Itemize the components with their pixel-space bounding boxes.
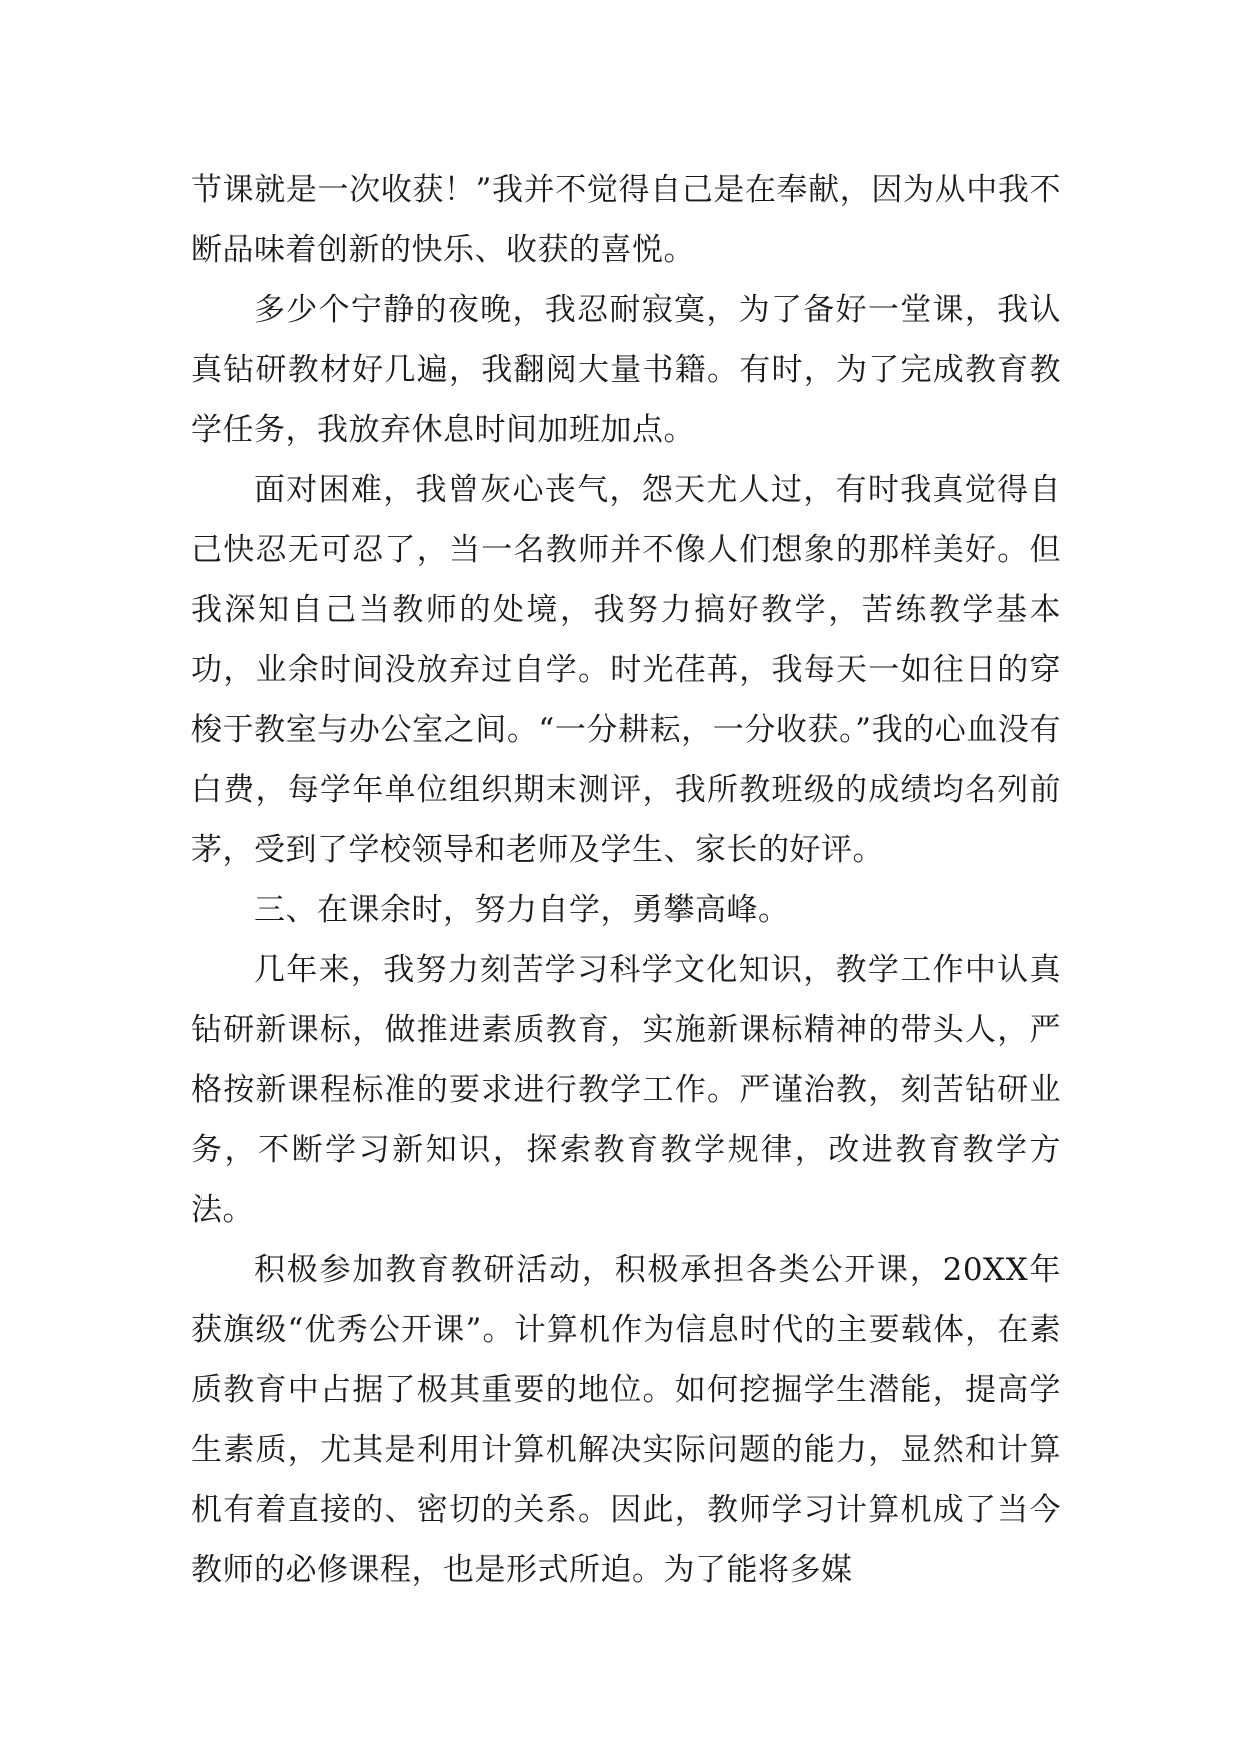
- section-heading-self-study: 三、在课余时，努力自学，勇攀高峰。: [254, 892, 790, 928]
- paragraph-continuation: 节课就是一次收获！”我并不觉得自己是在奉献，因为从中我不断品味着创新的快乐、收获的喜悦。: [191, 172, 1061, 268]
- paragraph-years-of-study: 几年来，我努力刻苦学习科学文化知识，教学工作中认真钻研新课标，做推进素质教育，实施新课标精神的带头人，严格按新课程标准的要求进行教学工作。严谨治教，刻苦钻研业务，不断学习新知识，探索教育教学规律，改进教育教学方法。: [191, 952, 1061, 1228]
- paragraph-facing-difficulties: 面对困难，我曾灰心丧气，怨天尤人过，有时我真觉得自己快忍无可忍了，当一名教师并不像人们想象的那样美好。但我深知自己当教师的处境，我努力搞好教学，苦练教学基本功，业余时间没放弃过自学。时光荏苒，我每天一如往日的穿梭于教室与办公室之间。“一分耕耘，一分收获。”我的心血没有白费，每学年单位组织期末测评，我所教班级的成绩均名列前茅，受到了学校领导和老师及学生、家长的好评。: [191, 472, 1061, 868]
- document-body: [191, 160, 1061, 1600]
- paragraph-quiet-nights: 多少个宁静的夜晚，我忍耐寂寞，为了备好一堂课，我认真钻研教材好几遍，我翻阅大量书籍。有时，为了完成教育教学任务，我放弃休息时间加班加点。: [191, 292, 1061, 448]
- paragraph-teaching-research: 积极参加教育教研活动，积极承担各类公开课，20XX年获旗级“优秀公开课”。计算机作为信息时代的主要载体，在素质教育中占据了极其重要的地位。如何挖掘学生潜能，提高学生素质，尤其是利用计算机解决实际问题的能力，显然和计算机有着直接的、密切的关系。因此，教师学习计算机成了当今教师的必修课程，也是形式所迫。为了能将多媒: [191, 1252, 1061, 1588]
